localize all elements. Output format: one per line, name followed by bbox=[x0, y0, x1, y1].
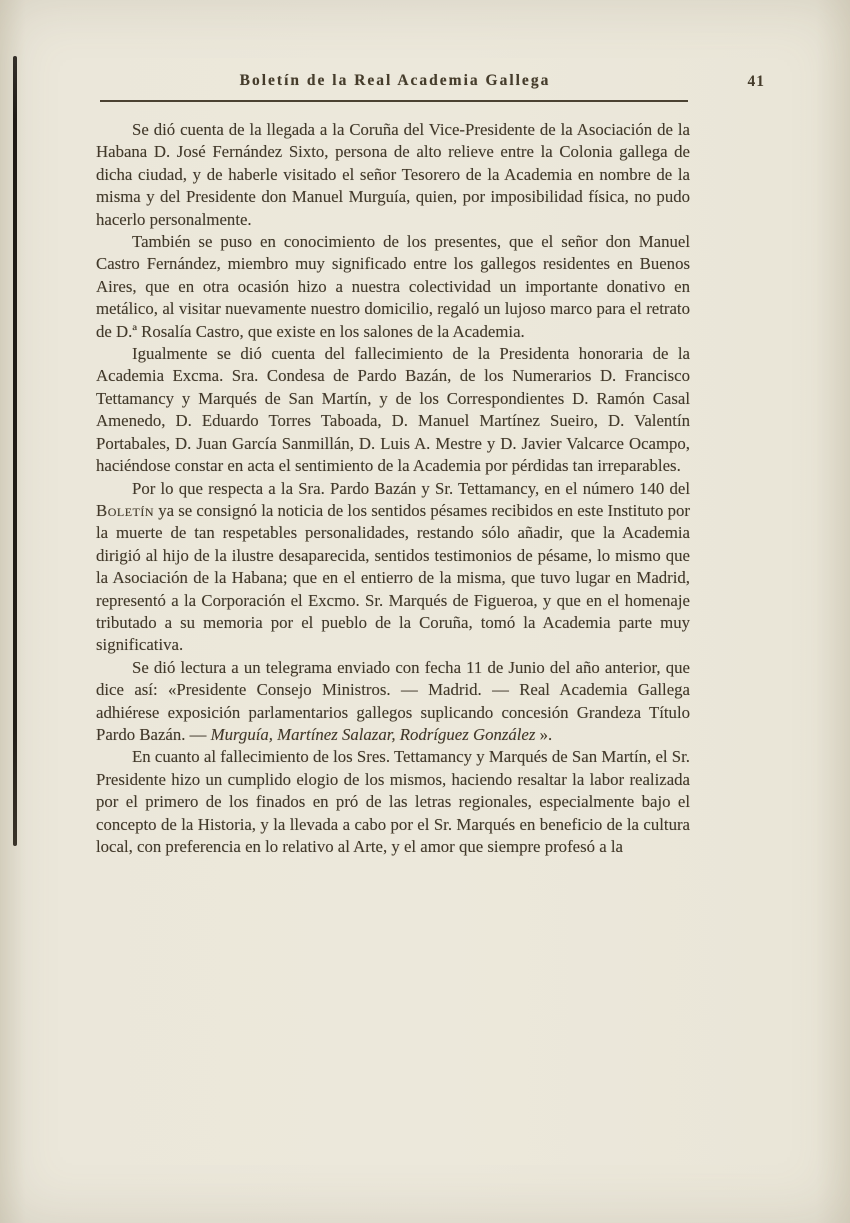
binding-edge-line bbox=[13, 56, 17, 846]
journal-name-smallcaps: Boletín bbox=[96, 500, 155, 520]
page-header bbox=[100, 72, 765, 96]
paragraph-text: Por lo que respecta a la Sra. Pardo Bazán y Sr. Tettamancy, en el número 140 del bbox=[132, 478, 690, 498]
paragraph bbox=[96, 478, 690, 657]
paragraph bbox=[96, 343, 690, 477]
telegram-signatures-italic: Murguía, Martínez Salazar, Rodríguez González bbox=[210, 724, 536, 744]
page-number: 41 bbox=[747, 73, 765, 90]
paragraph bbox=[96, 657, 690, 747]
paragraph-text: ya se consignó la noticia de los sentidos pésames recibidos en este Instituto por la muerte de tan respetables personalidades, restando sólo añadir, que la Academia dirigió al hijo de la ilustre desaparecida, sentidos testimonios de pésame, lo mismo que la Asociación de la Habana; que en el entierro de la misma, que tuvo lugar en Madrid, representó a la Corporación el Excmo. Sr. Marqués de Figueroa, y que en el homenaje tributado a su memoria por el pueblo de la Coruña, tomó la Academia parte muy significativa. bbox=[96, 500, 690, 655]
header-rule bbox=[100, 100, 688, 102]
paragraph bbox=[96, 231, 690, 343]
paragraph bbox=[96, 746, 690, 858]
page-content bbox=[96, 119, 690, 858]
paragraph-text: Se dió lectura a un telegrama enviado con fecha 11 de Junio del año anterior, que dice así: «Presidente Consejo Ministros. — Madrid. — Real Academia Gallega adhiérese exposición parlamentarios gallegos suplicando concesión Grandeza Título Pardo Bazán. — bbox=[96, 657, 690, 744]
paragraph-text: En cuanto al fallecimiento de los Sres. Tettamancy y Marqués de San Martín, el Sr. Presidente hizo un cumplido elogio de los mismos, haciendo resaltar la labor realizada por el primero de los finados en pró de las letras regionales, especialmente bajo el concepto de la Historia, y la llevada a cabo por el Sr. Marqués en beneficio de la cultura local, con preferencia en lo relativo al Arte, y el amor que siempre profesó a la bbox=[96, 747, 690, 856]
journal-title: Boletín de la Real Academia Gallega bbox=[239, 72, 551, 89]
paragraph-text: También se puso en conocimiento de los presentes, que el señor don Manuel Castro Fernández, miembro muy significado entre los gallegos residentes en Buenos Aires, que en otra ocasión hizo a nuestra colectividad un importante donativo en metálico, al visitar nuevamente nuestro domicilio, regaló un lujoso marco para el retrato de D.ª Rosalía Castro, que existe en los salones de la Academia. bbox=[96, 232, 690, 341]
paragraph-text: Se dió cuenta de la llegada a la Coruña del Vice-Presidente de la Asociación de la Habana D. José Fernández Sixto, persona de alto relieve entre la Colonia gallega de dicha ciudad, y de haberle visitado el señor Tesorero de la Academia en nombre de la misma y del Presidente don Manuel Murguía, quien, por imposibilidad física, no pudo hacerlo personalmente. bbox=[96, 120, 690, 229]
paragraph-text: ». bbox=[535, 724, 553, 744]
paragraph-text: Igualmente se dió cuenta del fallecimiento de la Presidenta honoraria de la Academia Excma. Sra. Condesa de Pardo Bazán, de los Numerarios D. Francisco Tettamancy y Marqués de San Martín, y de los Correspondientes D. Ramón Casal Amenedo, D. Eduardo Torres Taboada, D. Manuel Martínez Sueiro, D. Valentín Portabales, D. Juan García Sanmillán, D. Luis A. Mestre y D. Javier Valcarce Ocampo, haciéndose constar en acta el sentimiento de la Academia por pérdidas tan irreparables. bbox=[96, 344, 690, 476]
paragraph bbox=[96, 119, 690, 231]
